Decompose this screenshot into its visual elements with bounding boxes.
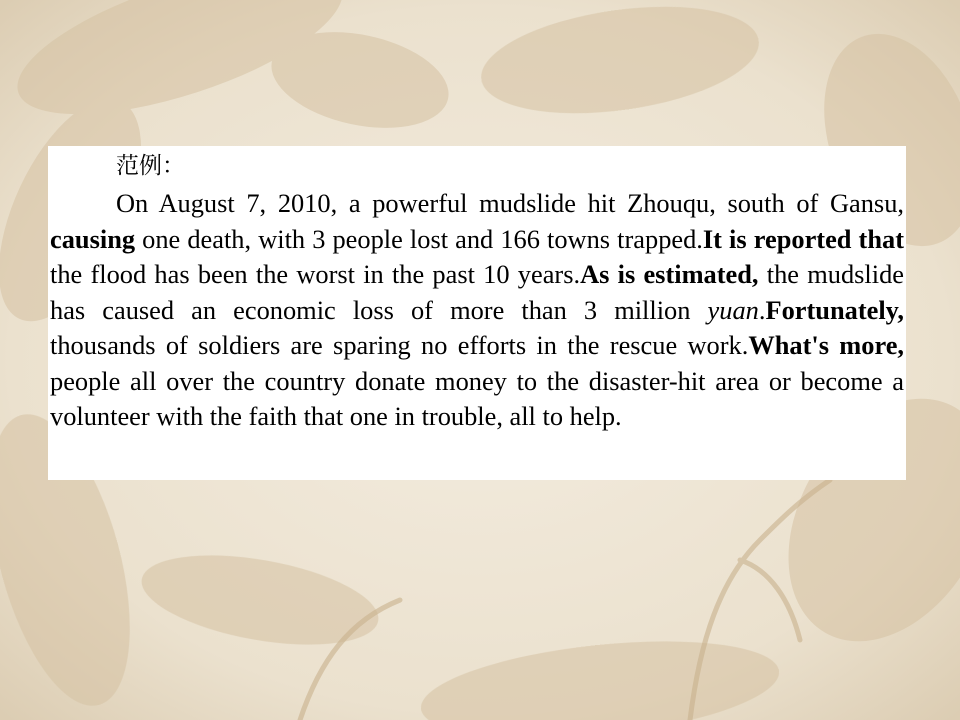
- emphasized-phrase: Fortunately,: [765, 294, 904, 325]
- paragraph-run: thousands of soldiers are sparing no efforts in the rescue work.: [50, 330, 749, 360]
- example-paragraph: [50, 186, 904, 435]
- emphasized-phrase: It is reported that: [702, 223, 905, 254]
- paragraph-run: the mudslide has caused an economic loss of more than 3 million: [50, 259, 904, 325]
- example-text-box: [48, 146, 906, 480]
- emphasized-phrase: What's more,: [748, 330, 905, 360]
- paragraph-run: the flood has been the worst in the past 10 years.: [50, 259, 581, 289]
- emphasized-phrase: yuan: [707, 294, 759, 325]
- paragraph-run: people all over the country donate money to the disaster-hit area or become a volunteer with the faith that one in trouble, all to help.: [50, 365, 904, 431]
- paragraph-run: one death, with 3 people lost and 166 towns trapped.: [135, 223, 703, 254]
- paragraph-run: On August 7, 2010, a powerful mudslide hit Zhouqu, south of Gansu,: [116, 188, 904, 218]
- emphasized-phrase: causing: [50, 223, 136, 254]
- emphasized-phrase: As is estimated,: [580, 259, 759, 289]
- example-heading: 范例：: [116, 153, 185, 179]
- paragraph-run: .: [758, 294, 766, 325]
